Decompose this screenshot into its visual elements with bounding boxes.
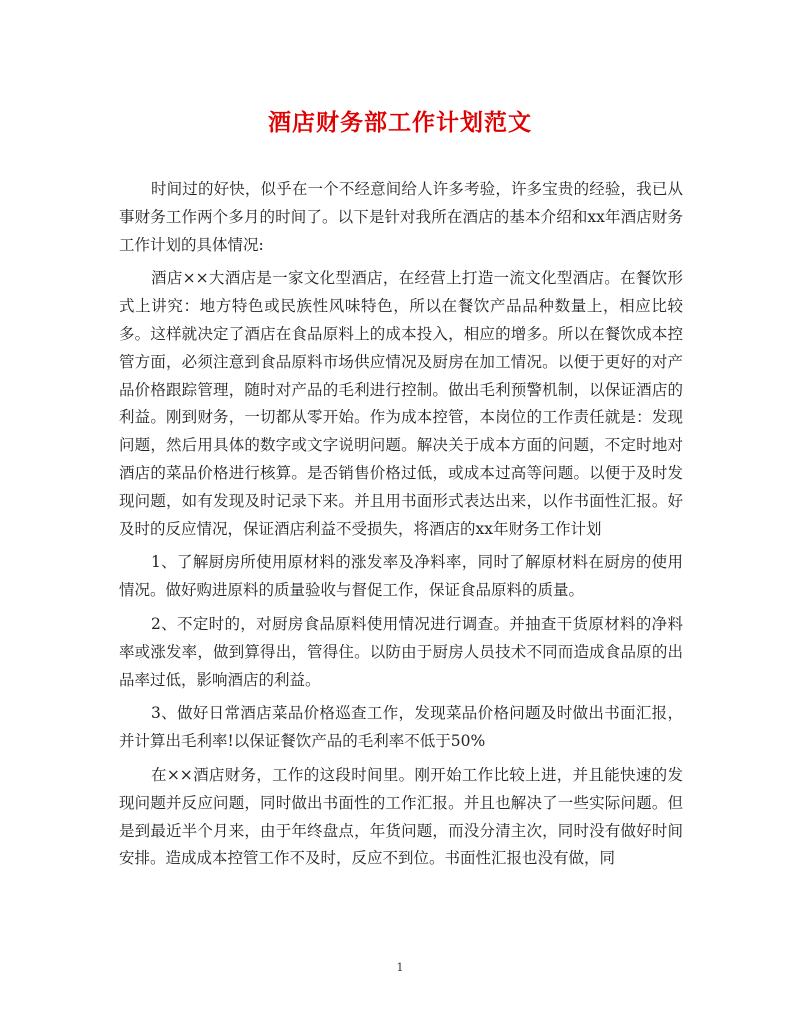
paragraph-review: 在××酒店财务，工作的这段时间里。刚开始工作比较上进，并且能快速的发现问题并反应问题，同时做出书面性的工作汇报。并且也解决了一些实际问题。但是到最近半个月来，由于年终盘点，年货问题，而没分清主次，同时没有做好时间安排。造成成本控管工作不及时，反应不到位。书面性汇报也没有做，同 <box>119 765 683 868</box>
paragraph-hotel-overview: 酒店××大酒店是一家文化型酒店，在经营上打造一流文化型酒店。在餐饮形式上讲究：地方特色或民族性风味特色，所以在餐饮产品品种数量上，相应比较多。这样就决定了酒店在食品原料上的成本投入，相应的增多。所以在餐饮成本控管方面，必须注意到食品原料市场供应情况及厨房在加工情况。以便于更好的对产品价格跟踪管理，随时对产品的毛利进行控制。做出毛利预警机制，以保证酒店的利益。刚到财务，一切都从零开始。作为成本控管，本岗位的工作责任就是：发现问题，然后用具体的数字或文字说明问题。解决关于成本方面的问题，不定时地对酒店的菜品价格进行核算。是否销售价格过低，或成本过高等问题。以便于及时发现问题，如有发现及时记录下来。并且用书面形式表达出来，以作书面性汇报。好及时的反应情况，保证酒店利益不受损失，将酒店的xx年财务工作计划 <box>119 269 683 538</box>
page-number: 1 <box>396 961 404 974</box>
page-title: 酒店财务部工作计划范文 <box>268 109 532 136</box>
paragraph-intro: 时间过的好快，似乎在一个不经意间给人许多考验，许多宝贵的经验，我已从事财务工作两个多月的时间了。以下是针对我所在酒店的基本介绍和xx年酒店财务工作计划的具体情况: <box>119 180 683 254</box>
paragraph-item-1: 1、了解厨房所使用原材料的涨发率及净料率，同时了解原材料在厨房的使用情况。做好购进原料的质量验收与督促工作，保证食品原料的质量。 <box>119 553 683 600</box>
paragraph-item-2: 2、不定时的，对厨房食品原料使用情况进行调查。并抽查干货原材料的净料率或涨发率，做到算得出，管得住。以防由于厨房人员技术不同而造成食品原的出品率过低，影响酒店的利益。 <box>119 614 683 689</box>
paragraph-item-3: 3、做好日常酒店菜品价格巡查工作，发现菜品价格问题及时做出书面汇报，并计算出毛利率!以保证餐饮产品的毛利率不低于50% <box>119 704 683 751</box>
document-body <box>119 176 683 879</box>
